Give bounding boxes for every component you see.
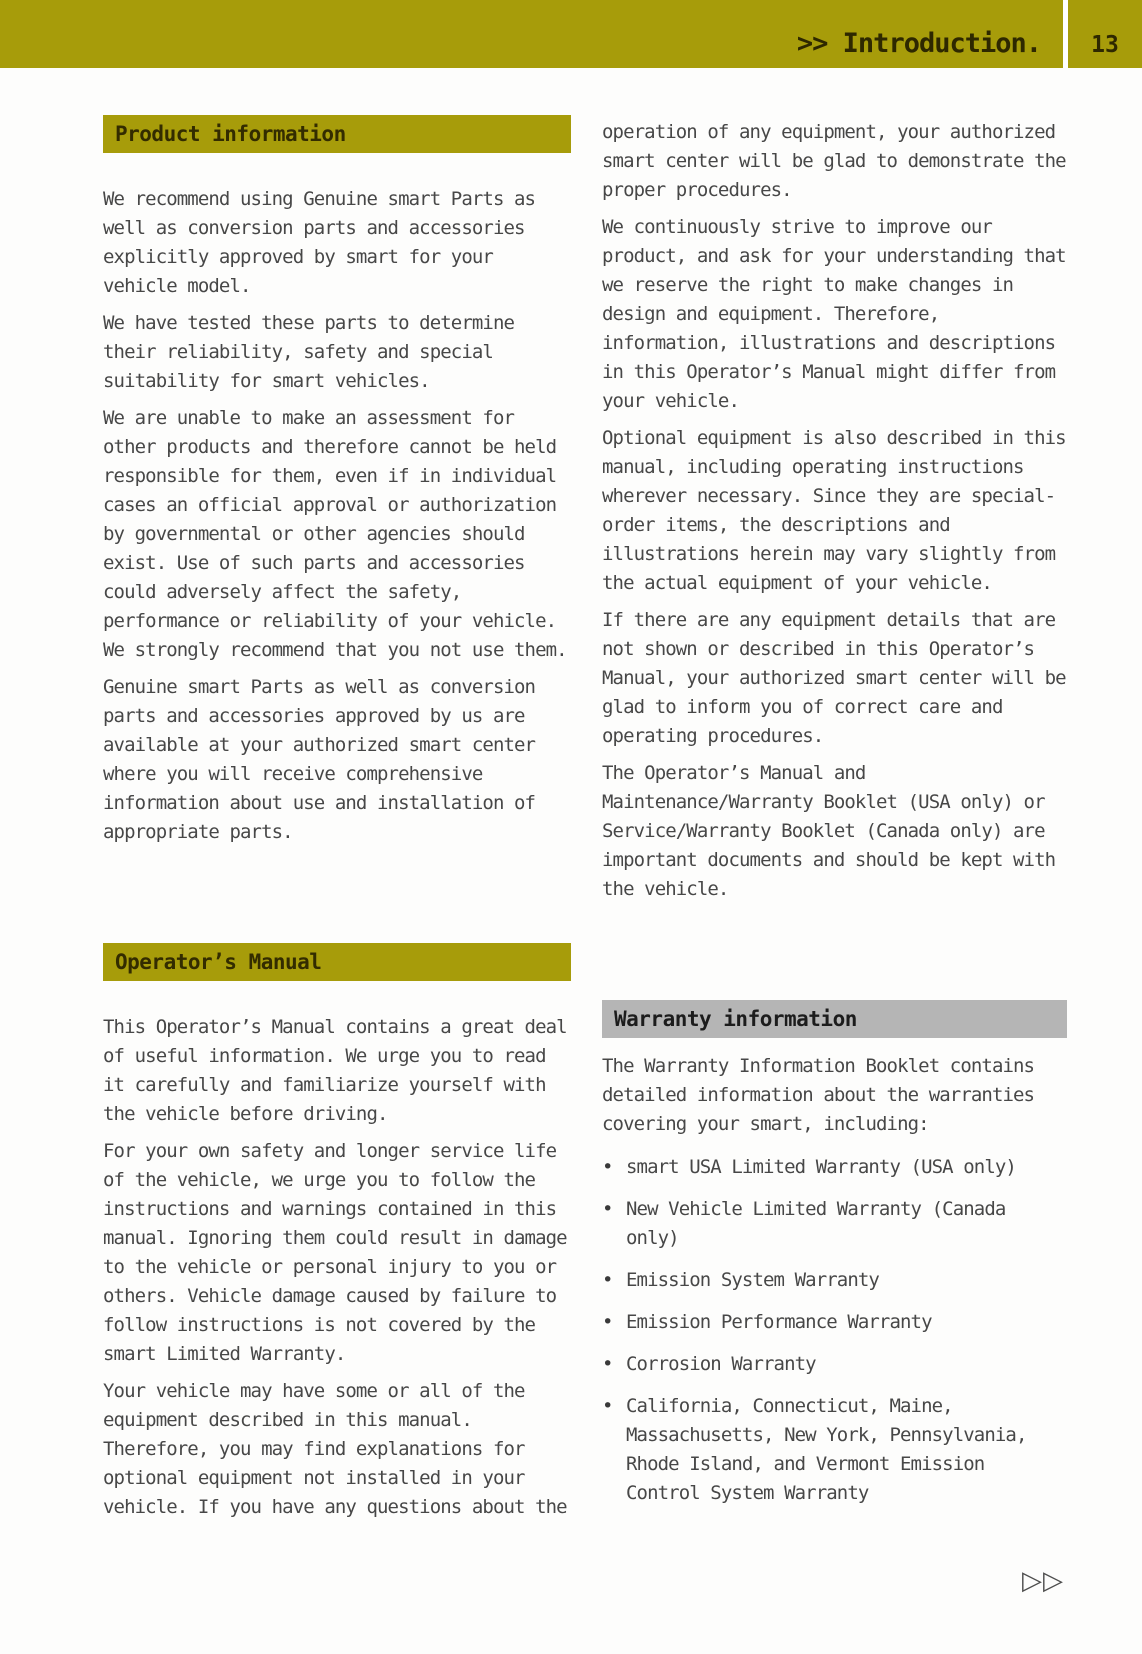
- bullet-icon: •: [602, 1198, 613, 1220]
- list-item-text: California, Connecticut, Maine, Massachusetts, New York, Pennsylvania, Rhode Island, and Vermont Emission Control System Warranty: [626, 1395, 1027, 1504]
- page-number: 13: [1091, 32, 1119, 58]
- page-number-box: [1068, 0, 1142, 68]
- list-item: [602, 1308, 1067, 1337]
- paragraph: Optional equipment is also described in this manual, including operating instructions wherever necessary. Since they are special-order items, the descriptions and illustrations herein may vary slightly from the actual equipment of your vehicle.: [602, 427, 1066, 594]
- list-item: [602, 1195, 1067, 1253]
- section-warranty-information: [602, 1000, 1067, 1521]
- section-operators-manual: [103, 943, 571, 1530]
- paragraph: We continuously strive to improve our product, and ask for your understanding that we reserve the right to make changes in design and equipment. Therefore, information, illustrations and descriptions in this Operator’s Manual might differ from your vehicle.: [602, 216, 1066, 412]
- right-column-text: [602, 118, 1067, 912]
- list-item: [602, 1153, 1067, 1182]
- list-item: [602, 1392, 1067, 1508]
- list-item-text: Emission Performance Warranty: [626, 1311, 932, 1333]
- list-item-text: New Vehicle Limited Warranty (Canada only): [626, 1198, 1006, 1249]
- paragraph: The Operator’s Manual and Maintenance/Warranty Booklet (USA only) or Service/Warranty Booklet (Canada only) are important documents and should be kept with the vehicle.: [602, 762, 1056, 900]
- section-heading: Operator’s Manual: [103, 943, 571, 981]
- paragraph: operation of any equipment, your authorized smart center will be glad to demonstrate the proper procedures.: [602, 121, 1066, 201]
- breadcrumb: >> Introduction.: [796, 28, 1041, 59]
- bullet-icon: •: [602, 1269, 613, 1291]
- header-bar: [0, 0, 1063, 68]
- bullet-icon: •: [602, 1353, 613, 1375]
- section-heading: Warranty information: [602, 1000, 1067, 1038]
- list-item-text: smart USA Limited Warranty (USA only): [626, 1156, 1016, 1178]
- page-header: [0, 0, 1142, 68]
- next-page-icon: ▷▷: [1022, 1566, 1064, 1596]
- list-item: [602, 1266, 1067, 1295]
- paragraph: The Warranty Information Booklet contains detailed information about the warranties covering your smart, including:: [602, 1055, 1035, 1135]
- list-item-text: Corrosion Warranty: [626, 1353, 816, 1375]
- paragraph: We recommend using Genuine smart Parts as well as conversion parts and accessories explicitly approved by smart for your vehicle model.: [103, 188, 536, 297]
- section-product-information: [103, 115, 571, 855]
- paragraph: Genuine smart Parts as well as conversion parts and accessories approved by us are available at your authorized smart center where you will receive comprehensive information about use and installation of appropriate parts.: [103, 676, 536, 843]
- paragraph: Your vehicle may have some or all of the equipment described in this manual. Therefore, you may find explanations for optional equipment not installed in your vehicle. If you have any questions about the: [103, 1380, 567, 1518]
- paragraph: This Operator’s Manual contains a great deal of useful information. We urge you to read it carefully and familiarize yourself with the vehicle before driving.: [103, 1016, 567, 1125]
- bullet-icon: •: [602, 1395, 613, 1417]
- list-item: [602, 1350, 1067, 1379]
- bullet-icon: •: [602, 1156, 613, 1178]
- list-item-text: Emission System Warranty: [626, 1269, 879, 1291]
- paragraph: We are unable to make an assessment for other products and therefore cannot be held responsible for them, even if in individual cases an official approval or authorization by governmental or other agencies should exist. Use of such parts and accessories could adversely affect the safety, performance or reliability of your vehicle. We strongly recommend that you not use them.: [103, 407, 567, 661]
- paragraph: For your own safety and longer service life of the vehicle, we urge you to follow the instructions and warnings contained in this manual. Ignoring them could result in damage to the vehicle or personal injury to you or others. Vehicle damage caused by failure to follow instructions is not covered by the smart Limited Warranty.: [103, 1140, 567, 1365]
- paragraph: We have tested these parts to determine their reliability, safety and special suitability for smart vehicles.: [103, 312, 515, 392]
- warranty-list: [602, 1153, 1067, 1508]
- bullet-icon: •: [602, 1311, 613, 1333]
- section-heading: Product information: [103, 115, 571, 153]
- paragraph: If there are any equipment details that are not shown or described in this Operator’s Manual, your authorized smart center will be glad to inform you of correct care and operating procedures.: [602, 609, 1066, 747]
